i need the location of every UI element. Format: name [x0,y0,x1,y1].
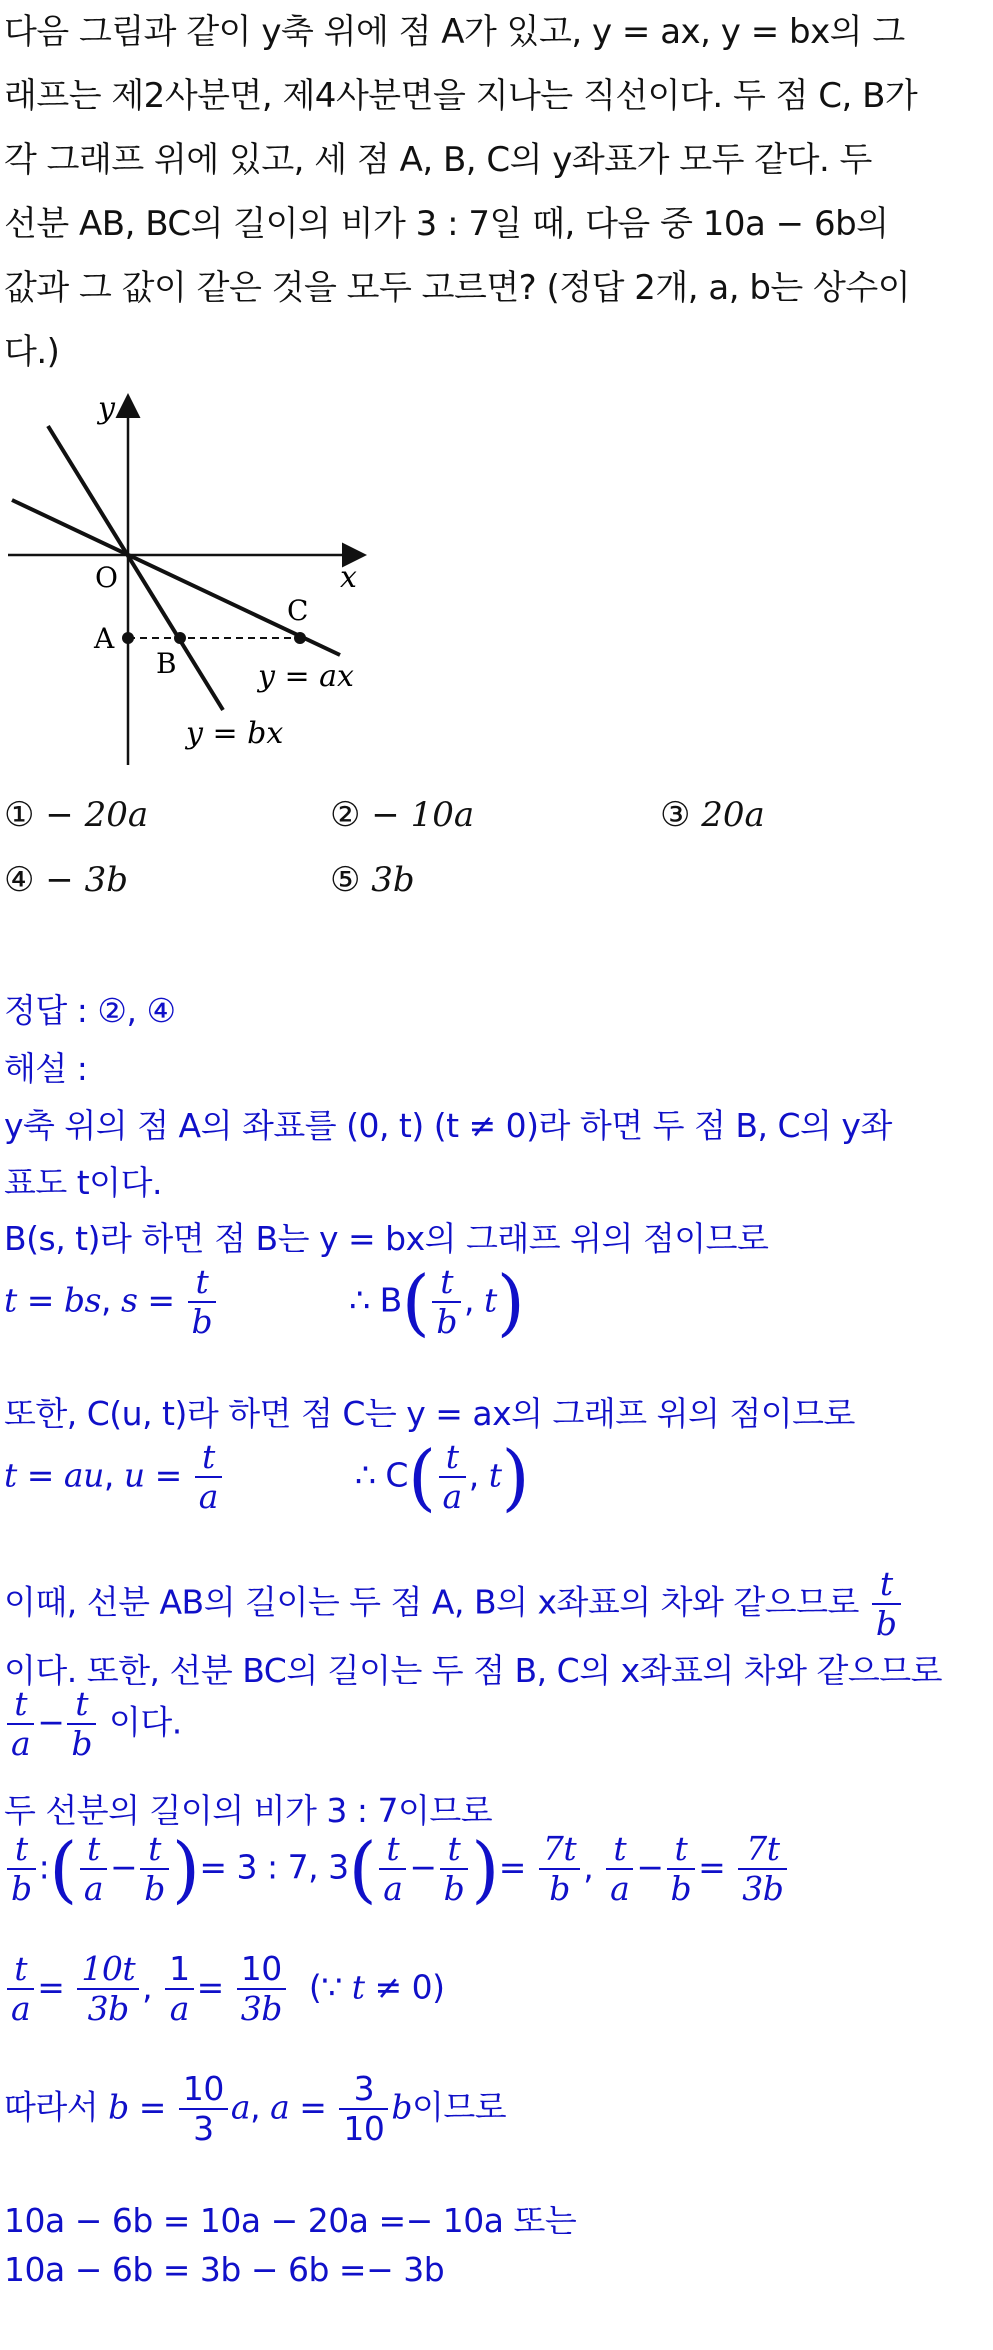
choice-2[interactable] [330,795,474,835]
answer-label: 정답 : [4,991,88,1030]
problem-line: 값과 그 값이 같은 것을 모두 고르면? (정답 2개, a, b는 상수이 [4,268,911,308]
problem-text [4,0,990,384]
solution-line: 또한, C(u, t)라 하면 점 C는 y = ax의 그래프 위의 점이므로 [4,1394,855,1433]
point-c-label: C [287,594,309,627]
problem-line: 선분 AB, BC의 길이의 비가 3 : 7일 때, 다음 중 10a − 6b의 [4,204,889,244]
solution-line: y축 위의 점 A의 좌표를 (0, t) (t ≠ 0)라 하면 두 점 B, C의 y좌 [4,1106,892,1145]
solution-eq-c: t = au, u = $\frac{t}{a}$ ∴ C( $\frac{t}{a}$ , t) [4,1434,530,1519]
point-b-dot [174,632,186,644]
choice-value: 20a [701,795,765,835]
choice-value: − 3b [45,860,128,900]
answer-value: ②, ④ [97,991,176,1030]
solution-eq-relation: 따라서 b = $\frac{10}{3}$ a, a = $\frac{3}{10}$ b이므로 [4,2069,507,2148]
solution-line: 10a − 6b = 3b − 6b =− 3b [4,2250,445,2289]
line-bx [48,426,223,710]
solution-eq-bc: $\frac{t}{a}$ − $\frac{t}{b}$ 이다. [4,1685,182,1763]
choice-number: ④ [4,860,35,900]
solution-eq-solve: $\frac{t}{a}$ = $\frac{10t}{3b}$ , $\frac{1}{a}$ = $\frac{10}{3b}$ (∵ t ≠ 0) [4,1950,444,2028]
choice-number: ⑤ [330,860,361,900]
point-b-label: B [156,647,177,680]
choice-number: ① [4,795,35,835]
origin-label: O [95,561,118,594]
axis-x-label: x [340,560,357,595]
solution-line: B(s, t)라 하면 점 B는 y = bx의 그래프 위의 점이므로 [4,1219,769,1258]
solution-text: 이므로 [412,2087,507,2127]
explanation-label: 해설 : [4,1049,88,1088]
solution-line: 두 선분의 길이의 비가 3 : 7이므로 [4,1791,493,1830]
axis-y-label: y [98,391,115,426]
choice-number: ② [330,795,361,835]
solution-line: 10a − 6b = 10a − 20a =− 10a 또는 [4,2201,577,2240]
problem-line: 다음 그림과 같이 y축 위에 점 A가 있고, y = ax, y = bx의 그 [4,12,905,52]
solution-text: 이다. [108,1702,182,1742]
solution-text: 따라서 [4,2087,99,2127]
problem-line: 래프는 제2사분면, 제4사분면을 지나는 직선이다. 두 점 C, B가 [4,76,918,116]
choice-1[interactable] [4,795,148,835]
choice-4[interactable] [4,860,128,900]
line-bx-label: y = bx [186,716,284,751]
solution-eq-b: t = bs, s = $\frac{t}{b}$ ∴ B( $\frac{t}{b}$ , t) [4,1259,525,1344]
choice-number: ③ [660,795,691,835]
solution-line: 표도 t이다. [4,1163,162,1202]
choice-5[interactable] [330,860,415,900]
choice-value: − 20a [45,795,149,835]
choice-value: − 10a [371,795,475,835]
coordinate-graph [0,380,380,770]
answer-line [4,985,176,1032]
point-a-dot [122,632,134,644]
choice-3[interactable] [660,795,765,835]
line-ax-label: y = ax [258,659,354,694]
choice-value: 3b [371,860,415,900]
problem-line: 다.) [4,332,60,372]
point-c-dot [294,632,306,644]
solution-eq-ratio: $\frac{t}{b}$ :( $\frac{t}{a}$ − $\frac{t}{b}$ )= 3 : 7, 3( $\frac{t}{a}$ − $\frac{t}{b}$ )= $\frac{7t}{b}$ , $\frac{t}{a}$ − $\frac{t}{b}$ = $\frac{7t}{3b}$ [4,1830,790,1908]
solution-line: 이다. 또한, 선분 BC의 길이는 두 점 B, C의 x좌표의 차와 같으므로 [4,1651,942,1690]
solution-line-ab: 이때, 선분 AB의 길이는 두 점 A, B의 x좌표의 차와 같으므로 $\frac{t}{b}$ [4,1565,904,1643]
point-a-label: A [94,622,115,655]
solution-line: 이때, 선분 AB의 길이는 두 점 A, B의 x좌표의 차와 같으므로 [4,1582,859,1622]
problem-line: 각 그래프 위에 있고, 세 점 A, B, C의 y좌표가 모두 같다. 두 [4,140,872,180]
